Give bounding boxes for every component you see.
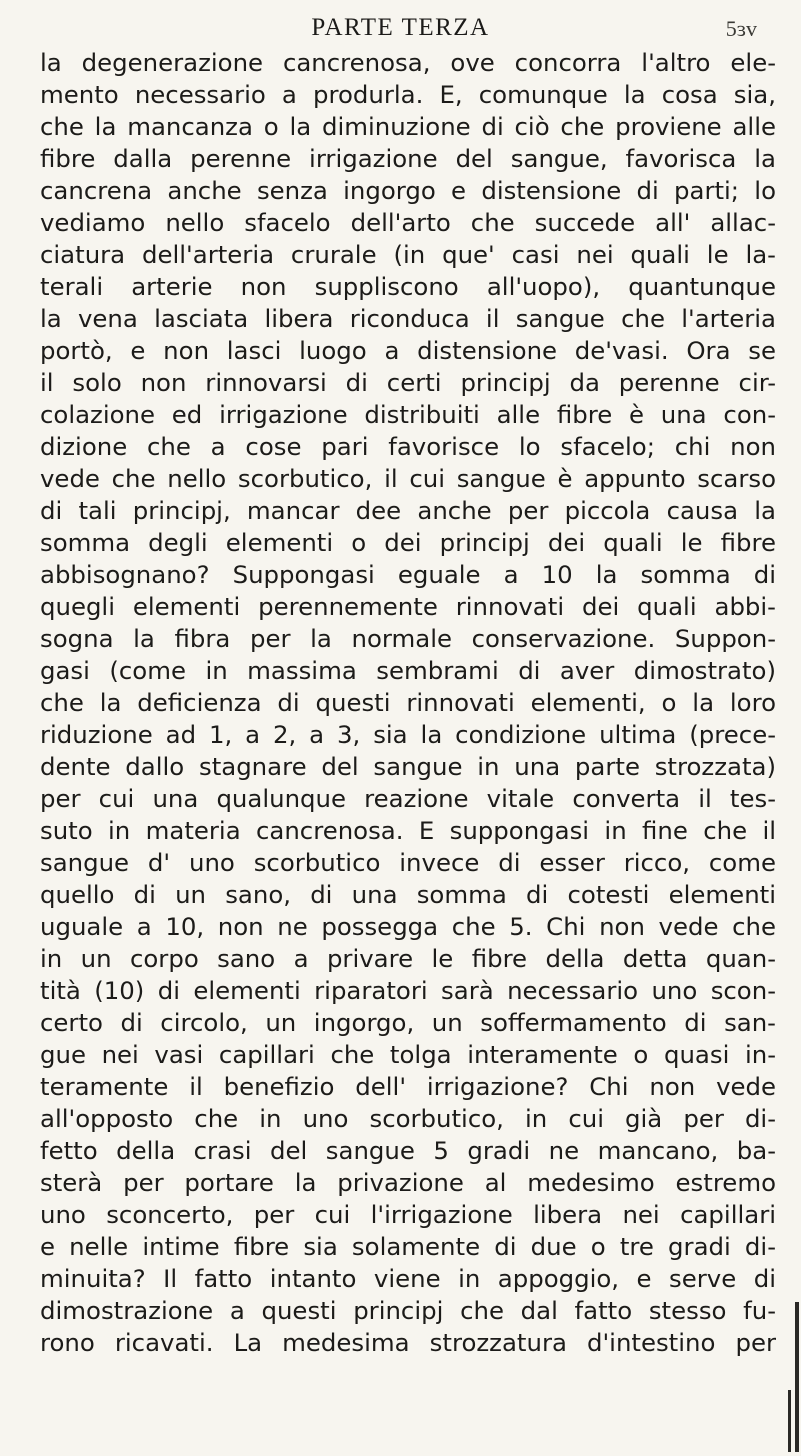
text-line: di tali principj, mancar dee anche per piccola causa la	[40, 496, 776, 525]
text-line: tità (10) di elementi riparatori sarà necessario uno scon-	[40, 976, 776, 1005]
text-line: mento necessario a produrla. E, comunque la cosa sia,	[40, 80, 776, 109]
text-line: che la deficienza di questi rinnovati elementi, o la loro	[40, 688, 776, 717]
text-line: abbisognano? Suppongasi eguale a 10 la somma di	[40, 560, 776, 589]
text-line: minuita? Il fatto intanto viene in appoggio, e serve di	[40, 1264, 776, 1293]
text-line: quello di un sano, di una somma di cotesti elementi	[40, 880, 776, 909]
text-line: colazione ed irrigazione distribuiti alle fibre è una con-	[40, 400, 776, 429]
text-line: portò, e non lasci luogo a distensione de'vasi. Ora se	[40, 336, 776, 365]
page-edge-mark	[795, 1302, 799, 1452]
text-line: fetto della crasi del sangue 5 gradi ne mancano, ba-	[40, 1136, 776, 1165]
running-head: PARTE TERZA	[311, 14, 490, 41]
text-line: uguale a 10, non ne possegga che 5. Chi non vede che	[40, 912, 776, 941]
body-text	[40, 47, 776, 1359]
text-line: il solo non rinnovarsi di certi principj da perenne cir-	[40, 368, 776, 397]
text-line: ciatura dell'arteria crurale (in que' casi nei quali le la-	[40, 240, 776, 269]
text-line: in un corpo sano a privare le fibre della detta quan-	[40, 944, 776, 973]
text-line: sterà per portare la privazione al medesimo estremo	[40, 1168, 776, 1197]
text-line: la vena lasciata libera riconduca il sangue che l'arteria	[40, 304, 776, 333]
text-line: suto in materia cancrenosa. E suppongasi in fine che il	[40, 816, 776, 845]
text-line: teramente il benefizio dell' irrigazione? Chi non vede	[40, 1072, 776, 1101]
text-line: sangue d' uno scorbutico invece di esser ricco, come	[40, 848, 776, 877]
text-line: la degenerazione cancrenosa, ove concorra l'altro ele-	[40, 48, 776, 77]
text-line: gue nei vasi capillari che tolga interamente o quasi in-	[40, 1040, 776, 1069]
text-line: che la mancanza o la diminuzione di ciò che proviene alle	[40, 112, 776, 141]
text-line: quegli elementi perennemente rinnovati dei quali abbi-	[40, 592, 776, 621]
text-line: riduzione ad 1, a 2, a 3, sia la condizione ultima (prece-	[40, 720, 776, 749]
text-line: uno sconcerto, per cui l'irrigazione libera nei capillari	[40, 1200, 776, 1229]
text-line: somma degli elementi o dei principj dei quali le fibre	[40, 528, 776, 557]
text-line: sogna la fibra per la normale conservazione. Suppon-	[40, 624, 776, 653]
text-line: rono ricavati. La medesima strozzatura d'intestino per	[40, 1328, 776, 1357]
page-number: 5ɜv	[725, 16, 757, 41]
text-line: fibre dalla perenne irrigazione del sangue, favorisca la	[40, 144, 776, 173]
text-line: all'opposto che in uno scorbutico, in cui già per di-	[40, 1104, 776, 1133]
text-line: dimostrazione a questi principj che dal fatto stesso fu-	[40, 1296, 776, 1325]
text-line: per cui una qualunque reazione vitale converta il tes-	[40, 784, 776, 813]
page-edge-mark	[788, 1390, 791, 1452]
page-header	[0, 8, 801, 48]
text-line: vede che nello scorbutico, il cui sangue è appunto scarso	[40, 464, 776, 493]
text-line: e nelle intime fibre sia solamente di due o tre gradi di-	[40, 1232, 776, 1261]
text-line: certo di circolo, un ingorgo, un soffermamento di san-	[40, 1008, 776, 1037]
text-line: dizione che a cose pari favorisce lo sfacelo; chi non	[40, 432, 776, 461]
text-line: gasi (come in massima sembrami di aver dimostrato)	[40, 656, 776, 685]
text-line: terali arterie non suppliscono all'uopo), quantunque	[40, 272, 776, 301]
text-line: cancrena anche senza ingorgo e distensione di parti; lo	[40, 176, 776, 205]
text-line: vediamo nello sfacelo dell'arto che succede all' allac-	[40, 208, 776, 237]
text-line: dente dallo stagnare del sangue in una parte strozzata)	[40, 752, 776, 781]
